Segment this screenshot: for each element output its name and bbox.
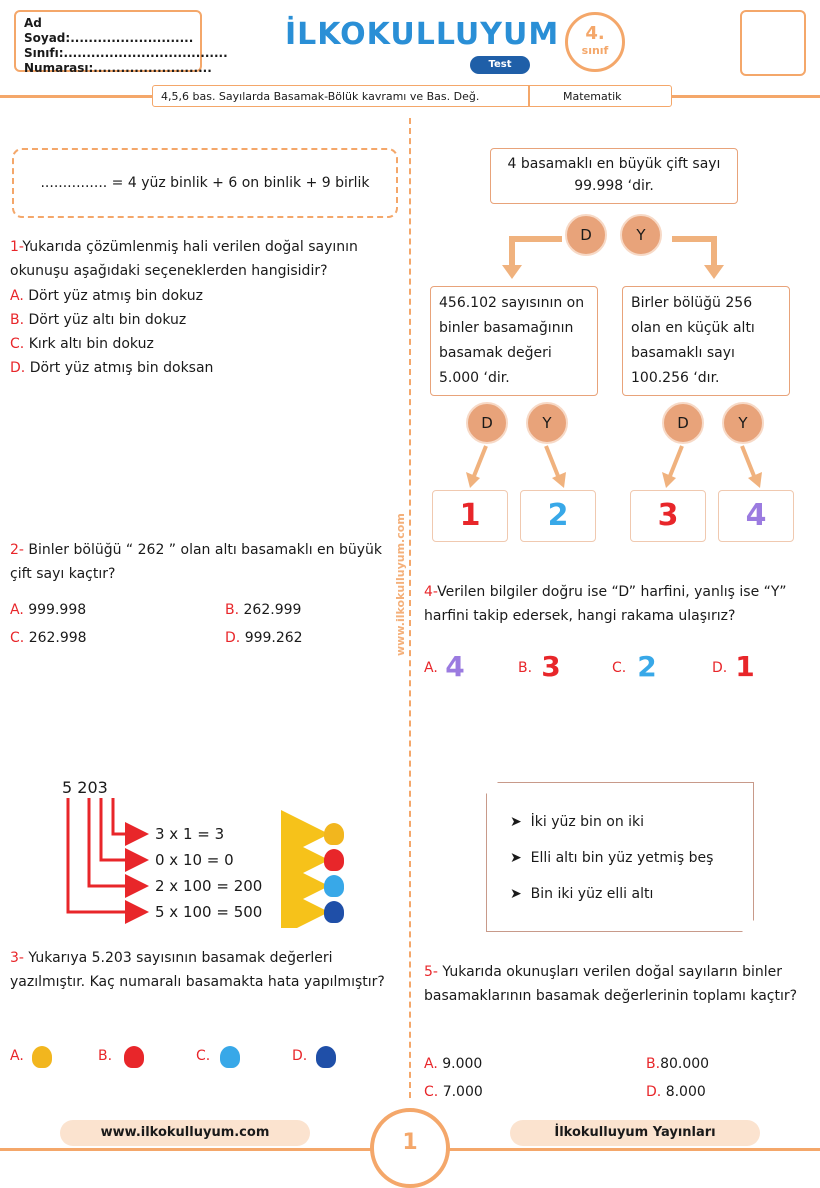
q1-text: Yukarıda çözümlenmiş hali verilen doğal sayının okunuşu aşağıdaki seçeneklerden hangisidir? bbox=[10, 239, 358, 279]
q4-text: Verilen bilgiler doğru ise “D” harfini, yanlış ise “Y” harfini takip edersek, hangi rakama ulaşırız? bbox=[424, 584, 787, 624]
q1-option-b[interactable] bbox=[10, 308, 395, 332]
true-circle[interactable]: D bbox=[466, 402, 508, 444]
student-info-box bbox=[14, 10, 228, 75]
logo-badge: Test bbox=[470, 56, 530, 74]
option-text: 80.000 bbox=[660, 1056, 710, 1072]
option-text: 999.262 bbox=[244, 630, 303, 646]
logo: İLKOKULLUYUM bbox=[285, 17, 560, 52]
q3-option-b[interactable] bbox=[98, 1044, 112, 1068]
topic-separator bbox=[528, 86, 530, 106]
q3-line-2: 0 x 10 = 0 bbox=[155, 851, 234, 869]
q5-num: 5- bbox=[424, 964, 438, 980]
q3-text: Yukarıya 5.203 sayısının basamak değerleri yazılmıştır. Kaç numaralı basamakta hata yapılmıştır? bbox=[10, 950, 385, 990]
number-1-icon: 1 bbox=[735, 650, 755, 683]
drop-2-icon bbox=[124, 1046, 144, 1068]
drop-4-icon bbox=[316, 1046, 336, 1068]
q1-option-d[interactable] bbox=[10, 356, 395, 380]
q5-text: Yukarıda okunuşları verilen doğal sayıların binler basamaklarının basamak değerlerinin toplamı kaçtır? bbox=[424, 964, 798, 1004]
topic-text: 4,5,6 bas. Sayılarda Basamak-Bölük kavramı ve Bas. Değ. bbox=[161, 90, 480, 103]
false-circle[interactable]: Y bbox=[620, 214, 662, 256]
result-box-3 bbox=[630, 490, 706, 542]
q4-branch-arrows bbox=[500, 235, 730, 285]
number-3-icon: 3 bbox=[541, 650, 561, 683]
result-box-1 bbox=[432, 490, 508, 542]
q3-line-4: 5 x 100 = 500 bbox=[155, 903, 263, 921]
option-text: Dört yüz atmış bin doksan bbox=[29, 360, 214, 376]
number-2-icon: 2 bbox=[547, 498, 569, 533]
bullet-arrow-icon: ➤ bbox=[510, 886, 522, 902]
q1-option-c[interactable] bbox=[10, 332, 395, 356]
q4-left-statement: 456.102 sayısının on binler basamağının basamak değeri 5.000 ‘dir. bbox=[430, 286, 598, 396]
drop-1-icon bbox=[324, 823, 344, 845]
false-circle[interactable]: Y bbox=[526, 402, 568, 444]
number-label: Numarası:.......................... bbox=[24, 61, 212, 75]
option-text: 9.000 bbox=[442, 1056, 483, 1072]
q5-option-b[interactable] bbox=[646, 1052, 709, 1076]
q4-top-statement: 4 basamaklı en büyük çift sayı 99.998 ‘dir. bbox=[490, 148, 738, 204]
option-letter: D. bbox=[646, 1084, 662, 1100]
option-text: Dört yüz atmış bin dokuz bbox=[28, 288, 204, 304]
result-box-2 bbox=[520, 490, 596, 542]
q5-item-2 bbox=[510, 840, 713, 876]
option-letter: D. bbox=[10, 360, 26, 376]
q5-option-d[interactable] bbox=[646, 1080, 706, 1104]
score-box bbox=[740, 10, 806, 76]
number-1-icon: 1 bbox=[459, 498, 481, 533]
q3-option-d[interactable] bbox=[292, 1044, 307, 1068]
item-text: Elli altı bin yüz yetmiş beş bbox=[530, 850, 714, 866]
q3-line-1: 3 x 1 = 3 bbox=[155, 825, 225, 843]
item-text: İki yüz bin on iki bbox=[530, 814, 645, 830]
drop-3-icon bbox=[324, 875, 344, 897]
option-text: 8.000 bbox=[665, 1084, 706, 1100]
option-letter: D. bbox=[712, 660, 728, 676]
option-letter: B. bbox=[518, 660, 533, 676]
q2-option-a[interactable] bbox=[10, 598, 86, 622]
drop-2-icon bbox=[324, 849, 344, 871]
q1-number: 1- bbox=[10, 239, 23, 255]
option-letter: B. bbox=[98, 1048, 113, 1064]
option-letter: A. bbox=[10, 602, 24, 618]
option-letter: A. bbox=[10, 288, 24, 304]
option-letter: C. bbox=[612, 660, 627, 676]
footer-publisher: İlkokulluyum Yayınları bbox=[510, 1120, 760, 1146]
watermark: www.ilkokulluyum.com bbox=[394, 513, 407, 657]
name-label: Ad Soyad:........................... bbox=[24, 16, 194, 45]
option-letter: D. bbox=[292, 1048, 308, 1064]
subject-text: Matematik bbox=[563, 90, 622, 103]
class-label: Sınıfı:.................................... bbox=[24, 46, 228, 60]
option-letter: B. bbox=[10, 312, 25, 328]
q3-option-a[interactable] bbox=[10, 1044, 24, 1068]
option-text: 262.998 bbox=[28, 630, 87, 646]
option-letter: B. bbox=[225, 602, 240, 618]
q1-option-a[interactable] bbox=[10, 284, 395, 308]
q3-line-3: 2 x 100 = 200 bbox=[155, 877, 263, 895]
grade-badge bbox=[565, 12, 625, 72]
q4-right-statement: Birler bölüğü 256 olan en küçük altı basamaklı sayı 100.256 ‘dır. bbox=[622, 286, 790, 396]
q2-option-b[interactable] bbox=[225, 598, 301, 622]
q4-num: 4- bbox=[424, 584, 438, 600]
q4-leaf-arrows bbox=[440, 444, 780, 490]
grade-number: 4. bbox=[585, 23, 605, 44]
q2-question bbox=[10, 538, 395, 586]
bullet-arrow-icon: ➤ bbox=[510, 850, 522, 866]
option-letter: D. bbox=[225, 630, 241, 646]
option-letter: A. bbox=[424, 660, 438, 676]
q1-equation-box: ............... = 4 yüz binlik + 6 on binlik + 9 birlik bbox=[12, 148, 398, 218]
q2-option-d[interactable] bbox=[225, 626, 303, 650]
option-text: 262.999 bbox=[243, 602, 302, 618]
option-text: 999.998 bbox=[28, 602, 87, 618]
number-4-icon: 4 bbox=[445, 650, 465, 683]
result-box-4 bbox=[718, 490, 794, 542]
q5-item-1 bbox=[510, 804, 713, 840]
option-letter: C. bbox=[196, 1048, 211, 1064]
footer-website[interactable]: www.ilkokulluyum.com bbox=[60, 1120, 310, 1146]
drop-3-icon bbox=[220, 1046, 240, 1068]
q5-item-3 bbox=[510, 876, 713, 912]
q3-question bbox=[10, 946, 395, 994]
q4-option-c[interactable] bbox=[612, 656, 626, 680]
q3-option-c[interactable] bbox=[196, 1044, 210, 1068]
option-letter: C. bbox=[424, 1084, 439, 1100]
option-text: Dört yüz altı bin dokuz bbox=[28, 312, 187, 328]
drop-4-icon bbox=[324, 901, 344, 923]
q2-number: 2- bbox=[10, 542, 24, 558]
number-2-icon: 2 bbox=[637, 650, 657, 683]
option-letter: A. bbox=[424, 1056, 438, 1072]
option-letter: C. bbox=[10, 630, 25, 646]
q3-number: 5 203 bbox=[62, 778, 108, 797]
q1-options bbox=[10, 284, 395, 380]
option-letter: A. bbox=[10, 1048, 24, 1064]
true-circle[interactable]: D bbox=[565, 214, 607, 256]
q5-option-c[interactable] bbox=[424, 1080, 483, 1104]
option-text: Kırk altı bin dokuz bbox=[28, 336, 154, 352]
option-letter: B. bbox=[646, 1056, 661, 1072]
drop-1-icon bbox=[32, 1046, 52, 1068]
item-text: Bin iki yüz elli altı bbox=[530, 886, 654, 902]
q5-readings-list bbox=[510, 804, 713, 912]
q3-num: 3- bbox=[10, 950, 24, 966]
q2-option-c[interactable] bbox=[10, 626, 87, 650]
q4-option-a[interactable] bbox=[424, 656, 438, 680]
page-number: 1 bbox=[370, 1108, 450, 1188]
q5-question bbox=[424, 960, 804, 1008]
q4-question bbox=[424, 580, 804, 628]
number-3-icon: 3 bbox=[657, 498, 679, 533]
topic-bar bbox=[152, 85, 672, 107]
q5-option-a[interactable] bbox=[424, 1052, 482, 1076]
bullet-arrow-icon: ➤ bbox=[510, 814, 522, 830]
false-circle[interactable]: Y bbox=[722, 402, 764, 444]
q2-text: Binler bölüğü “ 262 ” olan altı basamaklı en büyük çift sayı kaçtır? bbox=[10, 542, 383, 582]
q4-option-d[interactable] bbox=[712, 656, 727, 680]
q1-question bbox=[10, 235, 395, 283]
q4-option-b[interactable] bbox=[518, 656, 532, 680]
option-letter: C. bbox=[10, 336, 25, 352]
option-text: 7.000 bbox=[442, 1084, 483, 1100]
grade-word: sınıf bbox=[581, 44, 609, 57]
true-circle[interactable]: D bbox=[662, 402, 704, 444]
number-4-icon: 4 bbox=[745, 498, 767, 533]
